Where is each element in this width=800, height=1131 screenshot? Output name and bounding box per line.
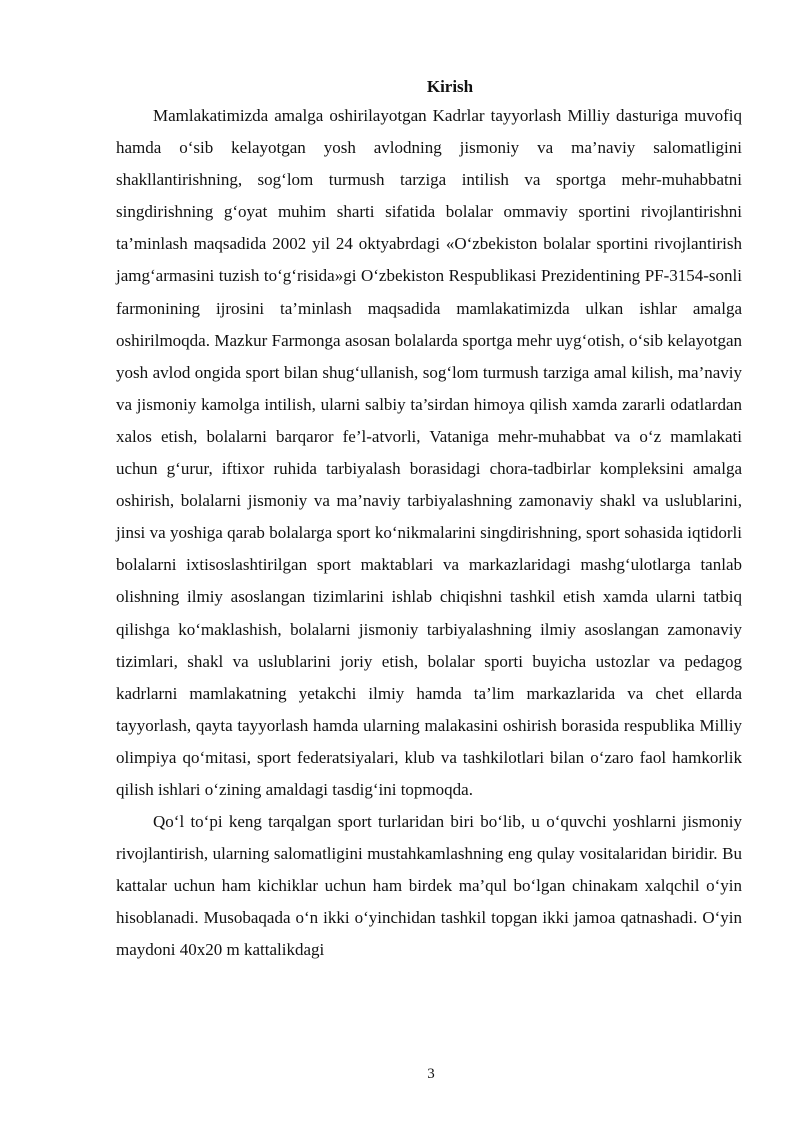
paragraph-2: Qo‘l to‘pi keng tarqalgan sport turlaridan biri bo‘lib, u o‘quvchi yoshlarni jismoniy rivojlantirish, ularning salomatligini mustahkamlashning eng qulay vositalaridan biridir. Bu kattalar uchun ham kichiklar uchun ham birdek ma’qul bo‘lgan chinakam xalqchil o‘yin hisoblanadi. Musobaqada o‘n ikki o‘yinchidan tashkil topgan ikki jamoa qatnashadi. O‘yin maydoni 40x20 m kattalikdagi [116, 812, 742, 960]
section-title: Kirish [426, 77, 474, 96]
page-body [116, 74, 742, 967]
page-number: 3 [427, 1066, 435, 1082]
paragraph-1: Mamlakatimizda amalga oshirilayotgan Kadrlar tayyorlash Milliy dasturiga muvofiq hamda o‘sib kelayotgan yosh avlodning jismoniy va ma’naviy salomatligini shakllantirishning, sog‘lom turmush tarziga intilish va sportga mehr-muhabbatni singdirishning g‘oyat muhim sharti sifatida bolalar ommaviy sportini rivojlantirishni ta’minlash maqsadida 2002 yil 24 oktyabrdagi «O‘zbekiston bolalar sportini rivojlantirish jamg‘armasini tuzish to‘g‘risida»gi O‘zbekiston Respublikasi Prezidentining PF-3154-sonli farmonining ijrosini ta’minlash maqsadida mamlakatimizda ulkan ishlar amalga oshirilmoqda. Mazkur Farmonga asosan bolalarda sportga mehr uyg‘otish, o‘sib kelayotgan yosh avlod ongida sport bilan shug‘ullanish, sog‘lom turmush tarziga amal kilish, ma’naviy va jismoniy kamolga intilish, ularni salbiy ta’sirdan himoya qilish xamda zararli odatlardan xalos etish, bolalarni barqaror fe’l-atvorli, Vataniga mehr-muhabbat va o‘z mamlakati uchun g‘urur, iftixor ruhida tarbiyalash borasidagi chora-tadbirlar kompleksini amalga oshirish, bolalarni jismoniy va ma’naviy tarbiyalashning zamonaviy shakl va uslublarini, jinsi va yoshiga qarab bolalarga sport ko‘nikmalarini singdirishning, sport sohasida iqtidorli bolalarni ixtisoslashtirilgan sport maktablari va markazlaridagi mashg‘ulotlarga tanlab olishning ilmiy asoslangan tizimlarini ishlab chiqishni tashkil etish xamda ularni tatbiq qilishga ko‘maklashish, bolalarni jismoniy tarbiyalashning ilmiy asoslangan zamonaviy tizimlari, shakl va uslublarini joriy etish, bolalar sporti buyicha ustozlar va pedagog kadrlarni mamlakatning yetakchi ilmiy hamda ta’lim markazlarida va chet ellarda tayyorlash, qayta tayyorlash hamda ularning malakasini oshirish borasida respublika Milliy olimpiya qo‘mitasi, sport federatsiyalari, klub va tashkilotlari bilan o‘zaro faol hamkorlik qilish ishlari o‘zining amaldagi tasdig‘ini topmoqda. [116, 106, 742, 799]
